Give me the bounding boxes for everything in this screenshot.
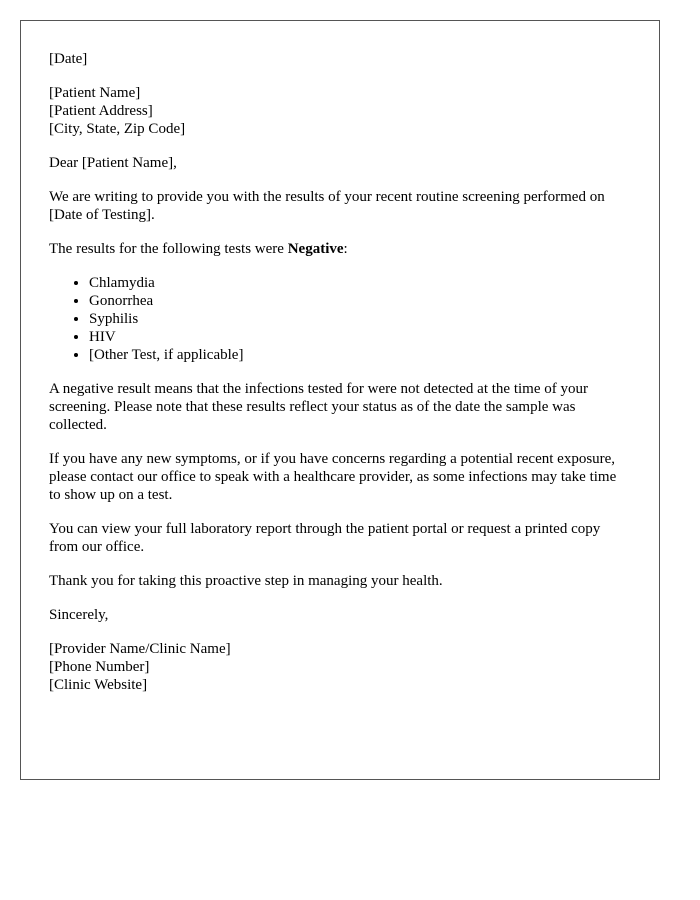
test-item: • [Other Test, if applicable]: [89, 346, 631, 364]
test-item: • Chlamydia: [89, 274, 631, 292]
test-item: • Syphilis: [89, 310, 631, 328]
signature-phone: [Phone Number]: [49, 659, 150, 675]
negative-explanation-paragraph: A negative result means that the infections tested for were not detected at the time of your screening. Please note that these results reflect your status as of the date the sample was collected.: [49, 381, 588, 433]
letter-date: [Date]: [49, 51, 88, 67]
test-item: • Gonorrhea: [89, 292, 631, 310]
closing: Sincerely,: [49, 607, 109, 623]
tests-list: [49, 274, 631, 364]
results-intro: [49, 240, 631, 258]
thank-you-paragraph: Thank you for taking this proactive step in managing your health.: [49, 573, 443, 589]
letter-page: [20, 20, 660, 780]
recipient-address: [Patient Address]: [49, 103, 153, 119]
report-access-paragraph: You can view your full laboratory report through the patient portal or request a printed copy from our office.: [49, 521, 601, 555]
recipient-city-state-zip: [City, State, Zip Code]: [49, 121, 186, 137]
salutation: Dear [Patient Name],: [49, 155, 177, 171]
intro-paragraph: We are writing to provide you with the results of your recent routine screening performed on [Date of Testing].: [49, 189, 605, 223]
signature-website: [Clinic Website]: [49, 677, 148, 693]
signature-block: [49, 640, 631, 694]
recipient-block: [49, 84, 631, 138]
results-intro-suffix: :: [343, 241, 348, 257]
test-item: • HIV: [89, 328, 631, 346]
results-status: Negative: [287, 241, 344, 257]
signature-provider: [Provider Name/Clinic Name]: [49, 641, 231, 657]
results-intro-prefix: The results for the following tests were: [49, 241, 288, 257]
recipient-name: [Patient Name]: [49, 85, 141, 101]
symptoms-paragraph: If you have any new symptoms, or if you have concerns regarding a potential recent exposure, please contact our office to speak with a healthcare provider, as some infections may take time to show up on a test.: [49, 451, 617, 503]
